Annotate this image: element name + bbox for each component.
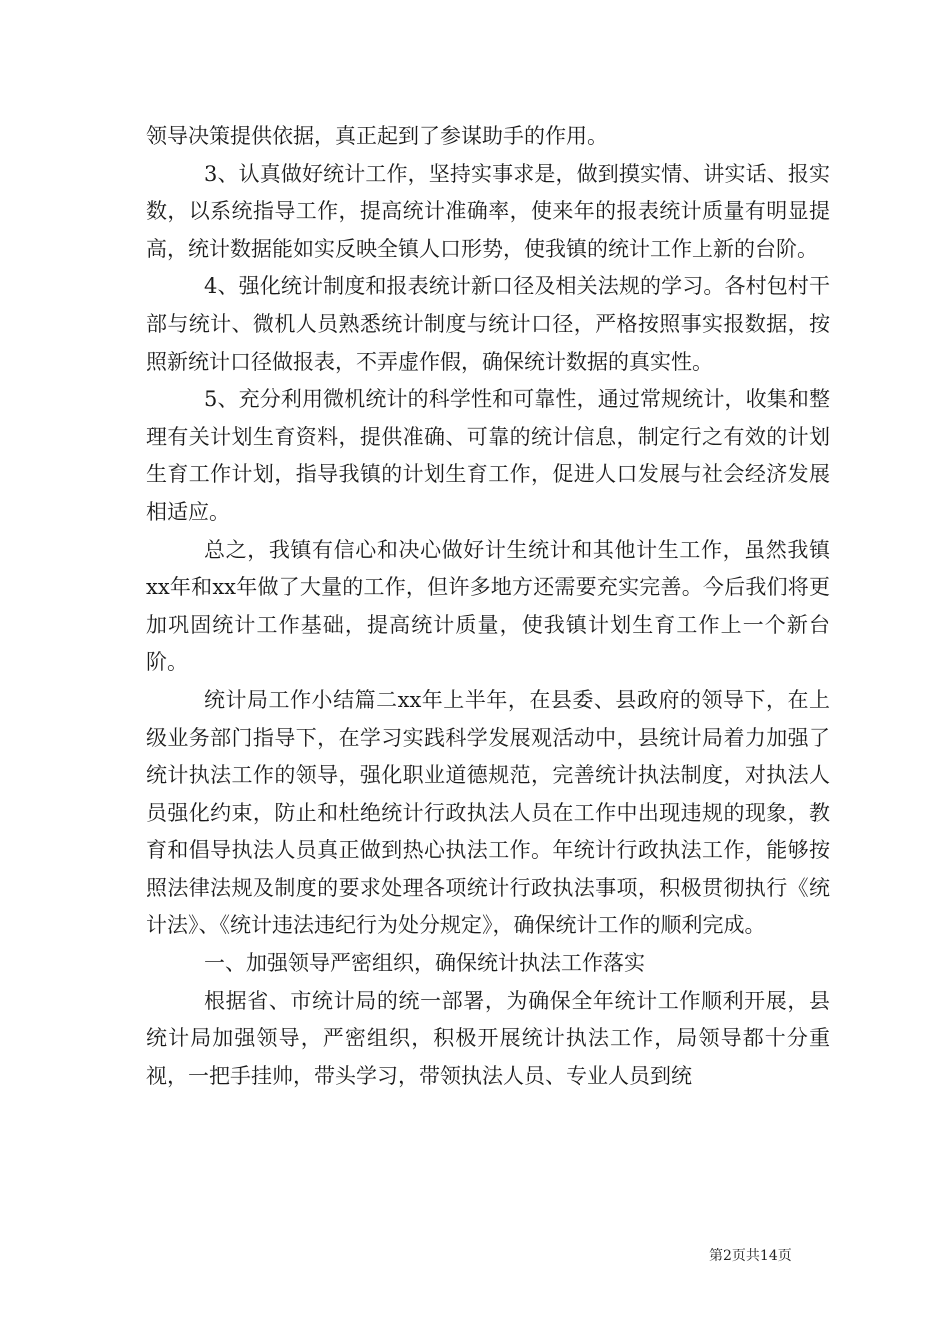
paragraph-item-5: 5、充分利用微机统计的科学性和可靠性，通过常规统计，收集和整理有关计划生育资料，提供准确、可靠的统计信息，制定行之有效的计划生育工作计划，指导我镇的计划生育工作，促进人口发展与社会经济发展相适应。 (146, 387, 830, 524)
section-heading-one: 一、加强领导严密组织，确保统计执法工作落实 (204, 951, 645, 976)
paragraph-continuation: 领导决策提供依据，真正起到了参谋助手的作用。 (146, 124, 608, 148)
paragraph-summary: 总之，我镇有信心和决心做好计生统计和其他计生工作，虽然我镇xx年和xx年做了大量的工作，但许多地方还需要充实完善。今后我们将更加巩固统计工作基础，提高统计质量，使我镇计划生育工作上一个新台阶。 (146, 537, 830, 675)
page-number-footer: 第2页共14页 (709, 1248, 792, 1264)
paragraph-section-two-intro: 统计局工作小结篇二xx年上半年，在县委、县政府的领导下，在上级业务部门指导下，在学习实践科学发展观活动中，县统计局着力加强了统计执法工作的领导，强化职业道德规范，完善统计执法制度，对执法人员强化约束，防止和杜绝统计行政执法人员在工作中出现违规的现象，教育和倡导执法人员真正做到热心执法工作。年统计行政执法工作，能够按照法律法规及制度的要求处理各项统计行政执法事项，积极贯彻执行《统计法》、《统计违法违纪行为处分规定》，确保统计工作的顺利完成。 (146, 687, 830, 938)
paragraph-section-one-body: 根据省、市统计局的统一部署，为确保全年统计工作顺利开展，县统计局加强领导，严密组织，积极开展统计执法工作，局领导都十分重视，一把手挂帅，带头学习，带领执法人员、专业人员到统 (146, 988, 830, 1088)
paragraph-item-3: 3、认真做好统计工作，坚持实事求是，做到摸实情、讲实话、报实数，以系统指导工作，提高统计准确率，使来年的报表统计质量有明显提高，统计数据能如实反映全镇人口形势，使我镇的统计工作上新的台阶。 (146, 161, 830, 261)
paragraph-item-4: 4、强化统计制度和报表统计新口径及相关法规的学习。各村包村干部与统计、微机人员熟悉统计制度与统计口径，严格按照事实报数据，按照新统计口径做报表，不弄虚作假，确保统计数据的真实性。 (146, 274, 830, 374)
document-body (146, 118, 830, 1095)
